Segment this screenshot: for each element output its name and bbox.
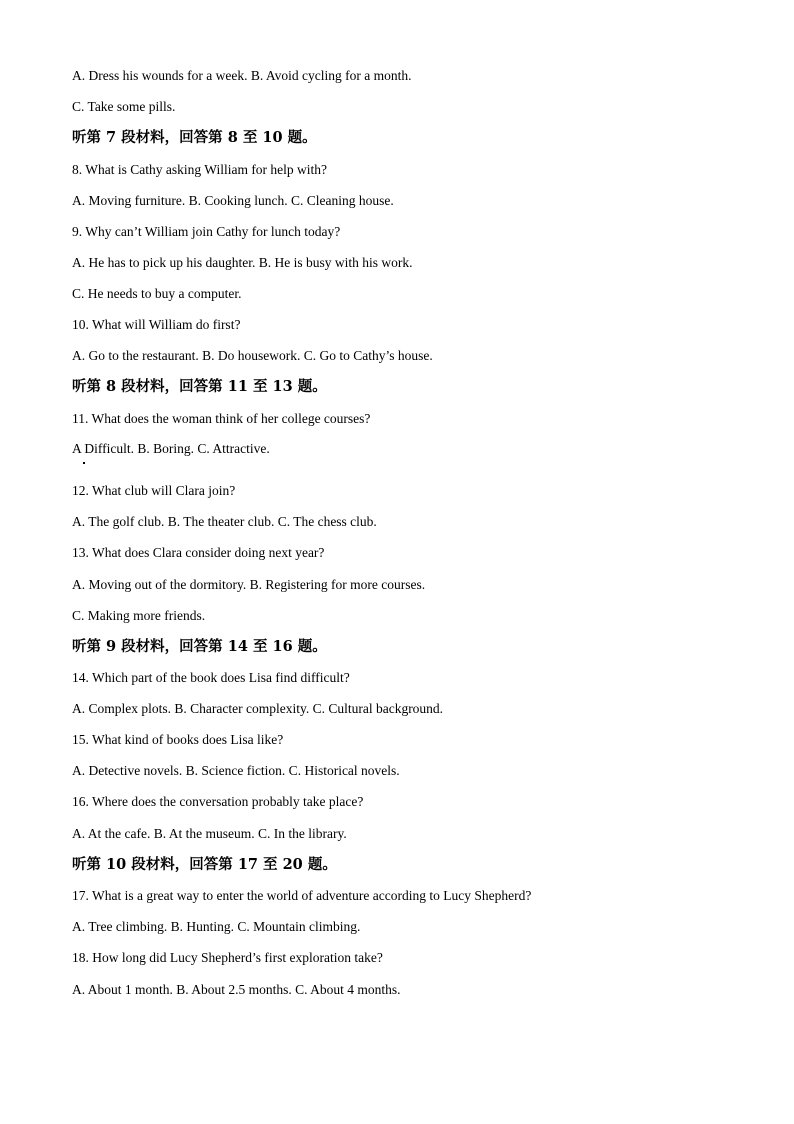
question-13-option-c: C. Making more friends.: [72, 608, 206, 623]
section-heading-7: 听第 7 段材料，回答第 8 至 10 题。: [72, 129, 317, 146]
question-18-options: A. About 1 month. B. About 2.5 months. C. About 4 months.: [72, 982, 401, 997]
question-13-options-ab: A. Moving out of the dormitory. B. Registering for more courses.: [72, 577, 426, 592]
question-15: 15. What kind of books does Lisa like?: [72, 732, 284, 747]
question-8: 8. What is Cathy asking William for help with?: [72, 162, 328, 177]
question-14-options: A. Complex plots. B. Character complexity. C. Cultural background.: [72, 701, 444, 716]
question-14: 14. Which part of the book does Lisa find difficult?: [72, 670, 350, 685]
question-16-options: A. At the cafe. B. At the museum. C. In the library.: [72, 826, 347, 841]
question-17-options: A. Tree climbing. B. Hunting. C. Mountain climbing.: [72, 919, 361, 934]
section-heading-8: 听第 8 段材料，回答第 11 至 13 题。: [72, 378, 327, 395]
question-18: 18. How long did Lucy Shepherd’s first exploration take?: [72, 950, 383, 965]
question-9-option-c: C. He needs to buy a computer.: [72, 286, 242, 301]
question-12: 12. What club will Clara join?: [72, 483, 236, 498]
section-heading-10: 听第 10 段材料，回答第 17 至 20 题。: [72, 856, 337, 873]
question-9-options-ab: A. He has to pick up his daughter. B. He is busy with his work.: [72, 255, 413, 270]
question-10: 10. What will William do first?: [72, 317, 241, 332]
question-11: 11. What does the woman think of her college courses?: [72, 411, 371, 426]
section-heading-9: 听第 9 段材料，回答第 14 至 16 题。: [72, 638, 327, 655]
question-9: 9. Why can’t William join Cathy for lunch today?: [72, 224, 341, 239]
question-13: 13. What does Clara consider doing next year?: [72, 545, 325, 560]
question-11-options: A Difficult. B. Boring. C. Attractive.: [72, 441, 270, 456]
question-17: 17. What is a great way to enter the world of adventure according to Lucy Shepherd?: [72, 888, 532, 903]
question-15-options: A. Detective novels. B. Science fiction. C. Historical novels.: [72, 763, 400, 778]
question-10-options: A. Go to the restaurant. B. Do housework. C. Go to Cathy’s house.: [72, 348, 433, 363]
question-7-options-ab: A. Dress his wounds for a week. B. Avoid cycling for a month.: [72, 68, 412, 83]
question-8-options: A. Moving furniture. B. Cooking lunch. C. Cleaning house.: [72, 193, 394, 208]
stray-dot-mark: [83, 462, 85, 464]
question-16: 16. Where does the conversation probably take place?: [72, 794, 364, 809]
question-12-options: A. The golf club. B. The theater club. C. The chess club.: [72, 514, 377, 529]
question-7-option-c: C. Take some pills.: [72, 99, 176, 114]
